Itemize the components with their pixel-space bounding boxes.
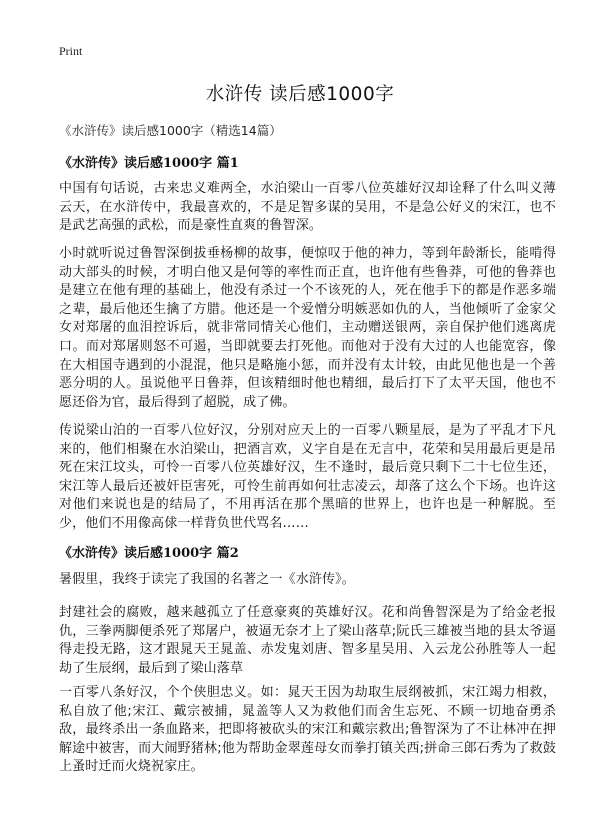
print-label[interactable]: Print [59,44,83,58]
page-subtitle: 《水浒传》读后感1000字（精选14篇） [59,123,282,138]
paragraph: 一百零八条好汉，个个侠胆忠义。如：晁天王因为劫取生辰纲被抓，宋江竭力相救，私自放了他;宋江、戴宗被捕，晁盖等人又为救他们而舍生忘死、不顾一切地奋勇杀敌，最终杀出一条血路来，把即将被砍头的宋江和戴宗救出;鲁智深为了不让林冲在押解途中被害，而大闹野猪林;他为帮助金翠莲母女而拳打镇关西;拼命三郎石秀为了救鼓上蚤时迁而火烧祝家庄。 [59,685,556,775]
paragraph: 传说梁山泊的一百零八位好汉，分别对应天上的一百零八颗星辰，是为了平乱才下凡来的，他们相聚在水泊梁山，把酒言欢，义字自是在无言中，花荣和吴用最后更是吊死在宋江坟头，可怜一百零八位英雄好汉，生不逢时，最后竟只剩下二十七位生还，宋江等人最后还被奸臣害死，可怜生前再如何壮志凌云，却落了这么个下场。也许这对他们来说也是的结局了，不用再活在那个黑暗的世界上，也许也是一种解脱。至少，他们不用像高俅一样背负世代骂名…… [59,423,556,531]
paragraph: 小时就听说过鲁智深倒拔垂杨柳的故事，便惊叹于他的神力，等到年龄渐长，能啃得动大部头的时候，才明白他又是何等的率性而正直，也许他有些鲁莽，可他的鲁莽也是建立在他有理的基础上，他没有杀过一个不该死的人，死在他手下的都是作恶多端之辈，最后他还生擒了方腊。他还是一个爱憎分明嫉恶如仇的人，当他倾听了金家父女对郑屠的血泪控诉后，就非常同情关心他们，主动赠送银两，亲自保护他们逃离虎口。而对郑屠则怒不可遏，当即就要去打死他。而他对于没有大过的人也能宽容，像在大相国寺遇到的小混混，他只是略施小惩，而并没有太计较，由此见他也是一个善恶分明的人。虽说他平日鲁莽，但该精细时他也精细，最后打下了太平天国，他也不愿还俗为官，最后得到了超脱，成了佛。 [59,246,556,410]
paragraph: 中国有句话说，古来忠义难两全，水泊梁山一百零八位英雄好汉却诠释了什么叫义薄云天，在水浒传中，我最喜欢的，不是足智多谋的吴用，不是急公好义的宋江，也不是武艺高强的武松，而是豪性直爽的鲁智深。 [59,181,556,234]
section-heading-1: 《水浒传》读后感1000字 篇1 [59,156,239,171]
section-heading-2: 《水浒传》读后感1000字 篇2 [59,546,239,561]
paragraph: 暑假里，我终于读完了我国的名著之一《水浒传》。 [59,572,355,587]
paragraph: 封建社会的腐败，越来越孤立了任意豪爽的英雄好汉。花和尚鲁智深是为了给金老报仇，三拳两脚便杀死了郑屠户，被逼无奈才上了梁山落草;阮氏三雄被当地的县太爷逼得走投无路，这才跟晁天王晁盖、赤发鬼刘唐、智多星吴用、入云龙公孙胜等人一起劫了生辰纲，最后到了梁山落草 [59,605,556,676]
page-title: 水浒传 读后感1000字 [205,84,395,105]
